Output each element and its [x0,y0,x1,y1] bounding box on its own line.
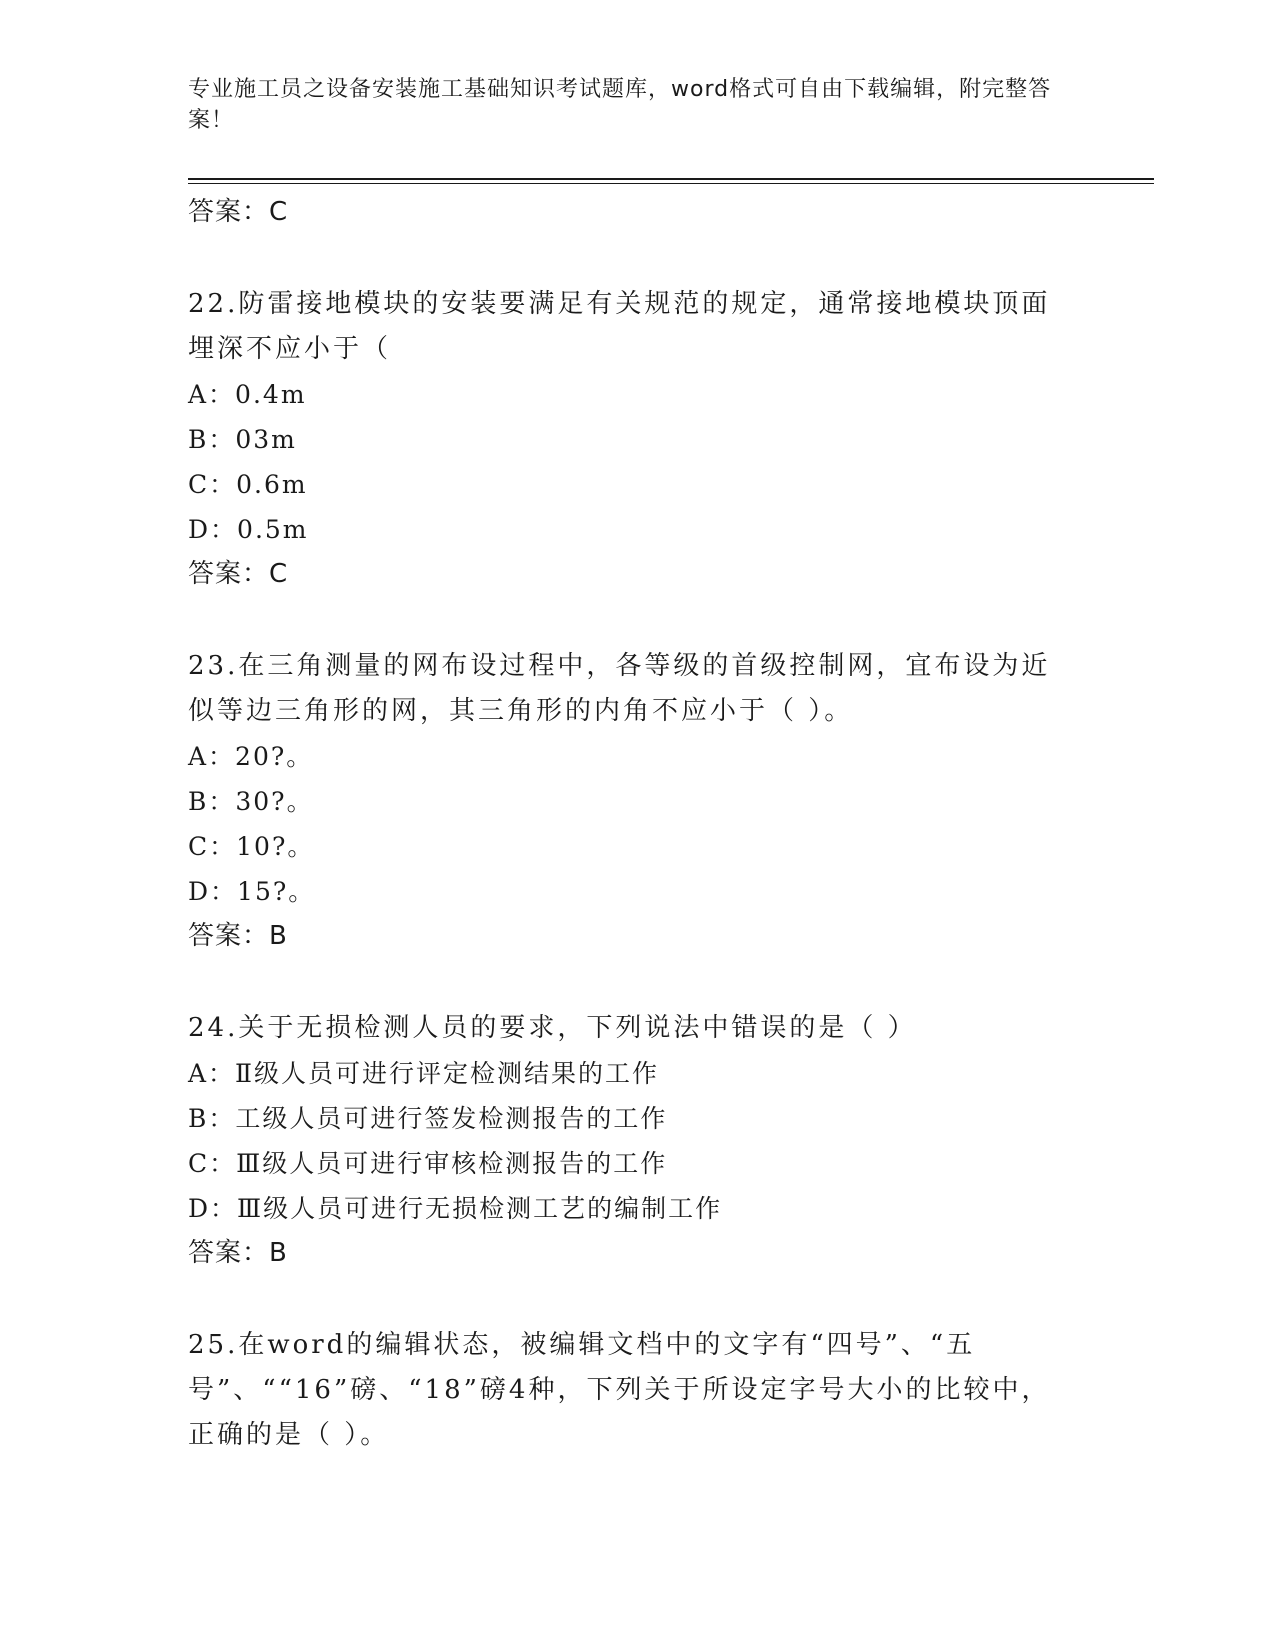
question-22 [188,282,1088,596]
question-stem: 23.在三角测量的网布设过程中，各等级的首级控制网，宜布设为近似等边三角形的网，其三角形的内角不应小于（ ）。 [188,651,1051,726]
question-25 [188,1323,1088,1458]
question-24 [188,1006,1088,1275]
header-divider [188,178,1154,180]
question-stem: 25.在word的编辑状态，被编辑文档中的文字有“四号”、“五号”、““16”磅、“18”磅4种，下列关于所设定字号大小的比较中，正确的是（ ）。 [188,1330,1051,1450]
option-b: B：工级人员可进行签发检测报告的工作 [188,1104,668,1133]
answer-label: 答案：C [188,197,289,227]
answer-label: 答案：B [188,1238,288,1268]
option-a: A：0.4m [188,380,307,409]
option-c: C：0.6m [188,470,308,499]
option-d: D：Ⅲ级人员可进行无损检测工艺的编制工作 [188,1194,723,1223]
option-b: B：30?。 [188,787,314,816]
option-c: C：10?。 [188,832,315,861]
question-stem: 22.防雷接地模块的安装要满足有关规范的规定，通常接地模块顶面埋深不应小于（ [188,289,1051,364]
option-a: A：20?。 [188,742,314,771]
option-d: D：15?。 [188,877,316,906]
document-header: 专业施工员之设备安装施工基础知识考试题库，word格式可自由下载编辑，附完整答案！ [188,77,1052,133]
option-c: C：Ⅲ级人员可进行审核检测报告的工作 [188,1149,668,1178]
answer-label: 答案：B [188,921,288,951]
document-body [188,190,1088,1458]
question-23 [188,644,1088,958]
option-d: D：0.5m [188,515,309,544]
header-divider-thin [188,183,1154,184]
question-stem: 24.关于无损检测人员的要求，下列说法中错误的是（ ） [188,1013,917,1043]
option-b: B：03m [188,425,297,454]
answer-label: 答案：C [188,559,289,589]
option-a: A：Ⅱ级人员可进行评定检测结果的工作 [188,1059,660,1088]
